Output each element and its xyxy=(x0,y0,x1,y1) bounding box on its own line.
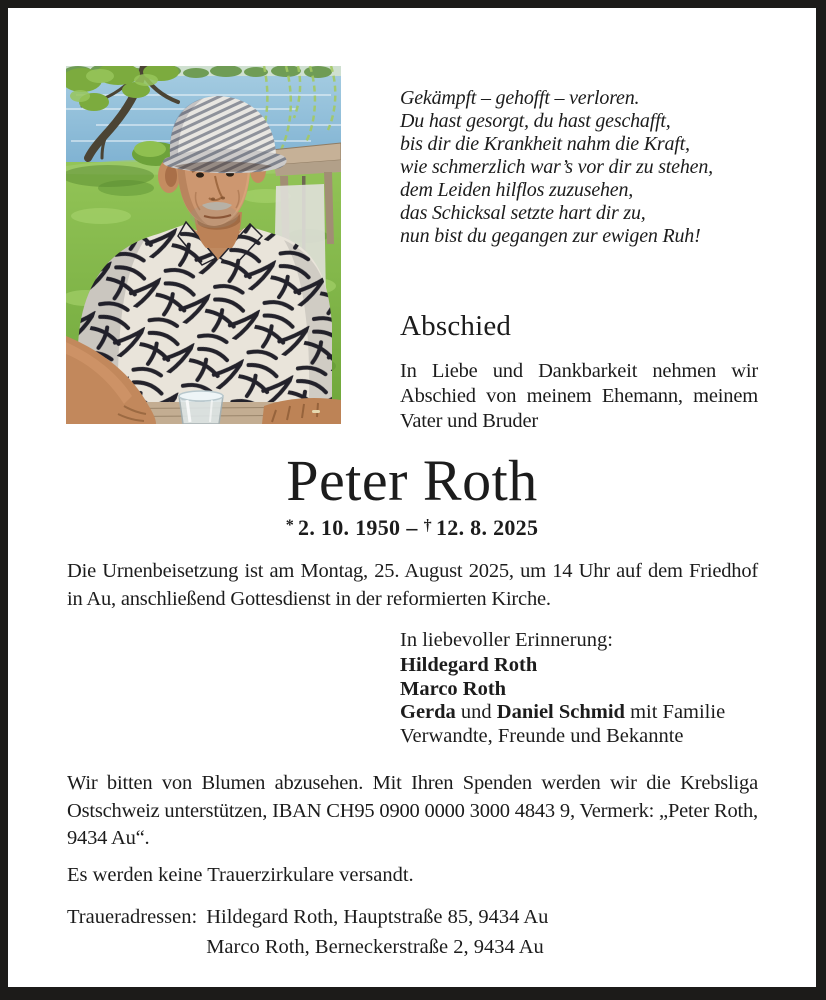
poem-line: dem Leiden hilflos zuzusehen, xyxy=(400,179,634,201)
poem-line: nun bist du gegangen zur ewigen Ruh! xyxy=(400,225,701,247)
death-symbol: † xyxy=(423,517,432,534)
mourner-name: Gerda und Daniel Schmid mit Familie xyxy=(400,701,726,723)
remembrance-intro: In liebevoller Erinnerung: xyxy=(400,629,613,651)
circulars-note: Es werden keine Trauerzirkulare versandt. xyxy=(67,864,414,886)
poem-line: Du hast gesorgt, du hast geschafft, xyxy=(400,110,671,132)
memorial-poem xyxy=(400,87,760,248)
birth-date: 2. 10. 1950 xyxy=(298,515,401,540)
donations-note: Wir bitten von Blumen abzusehen. Mit Ihren Spenden werden wir die Krebsliga Ostschweiz unterstützen, IBAN CH95 0900 0000 3000 4843 9, Vermerk: „Peter Roth, 9434 Au“. xyxy=(67,772,758,849)
addresses-label: Traueradressen: xyxy=(67,906,198,928)
farewell-intro: In Liebe und Dankbarkeit nehmen wir Abschied von meinem Ehemann, meinem Vater und Bruder xyxy=(400,360,758,432)
deceased-portrait-photo xyxy=(66,66,341,424)
obituary-card xyxy=(8,8,816,987)
deceased-name: Peter Roth xyxy=(286,448,538,513)
poem-line: wie schmerzlich war’s vor dir zu stehen, xyxy=(400,156,713,178)
address-line: Hildegard Roth, Hauptstraße 85, 9434 Au xyxy=(206,906,549,928)
birth-symbol: * xyxy=(285,517,295,534)
addresses-list xyxy=(206,902,548,962)
funeral-details: Die Urnenbeisetzung ist am Montag, 25. August 2025, um 14 Uhr auf dem Friedhof in Au, anschließend Gottesdienst in der reformierten Kirche. xyxy=(67,560,758,610)
mourner-name: Marco Roth xyxy=(400,677,507,700)
poem-line: das Schicksal setzte hart dir zu, xyxy=(400,202,646,224)
life-dates xyxy=(67,513,757,546)
mourners-list xyxy=(400,654,760,748)
poem-line: bis dir die Krankheit nahm die Kraft, xyxy=(400,133,690,155)
death-date: 12. 8. 2025 xyxy=(435,515,539,540)
mourner-name: Hildegard Roth xyxy=(400,654,538,676)
poem-line: Gekämpft – gehofft – verloren. xyxy=(400,87,640,109)
farewell-heading: Abschied xyxy=(400,310,512,342)
mourning-addresses xyxy=(67,902,548,962)
mourner-group: Verwandte, Freunde und Bekannte xyxy=(400,724,684,747)
dates-separator: – xyxy=(406,515,418,540)
address-line: Marco Roth, Berneckerstraße 2, 9434 Au xyxy=(206,936,544,958)
